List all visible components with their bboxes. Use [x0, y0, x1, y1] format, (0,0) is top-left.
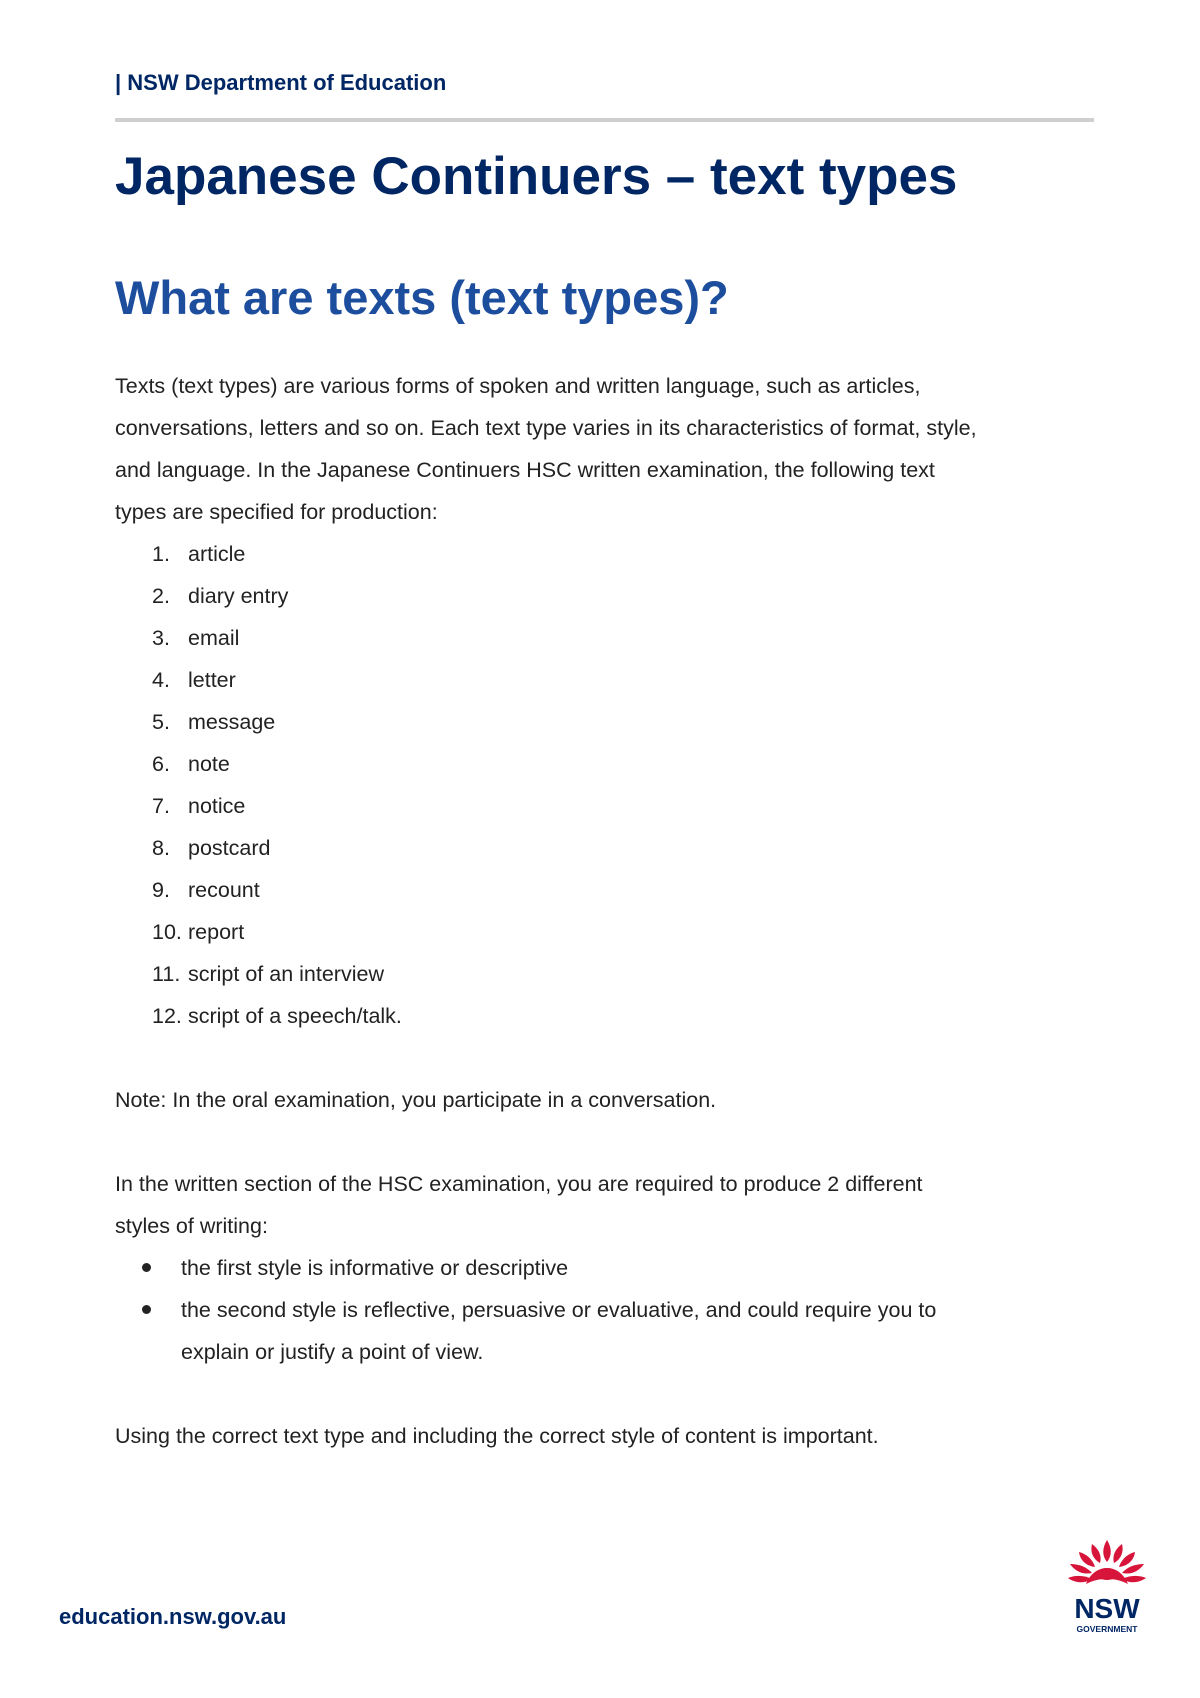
writing-styles-list — [115, 1247, 1105, 1373]
paragraph-line: In the written section of the HSC examination, you are required to produce 2 different — [115, 1172, 923, 1196]
list-item-label: diary entry — [188, 584, 289, 608]
paragraph-spacer — [115, 1037, 1105, 1079]
nsw-government-logo — [1062, 1538, 1152, 1638]
bullet-line: explain or justify a point of view. — [181, 1340, 484, 1364]
bullet-line: the second style is reflective, persuasive or evaluative, and could require you to — [181, 1298, 937, 1322]
list-item-label: notice — [188, 794, 246, 818]
list-number: 6. — [152, 752, 170, 776]
text-types-list — [115, 533, 1105, 1037]
bullet-item — [115, 1247, 1105, 1289]
list-item-label: report — [188, 920, 245, 944]
list-item — [115, 575, 1105, 617]
written-section-paragraph — [115, 1163, 1105, 1247]
list-item — [115, 701, 1105, 743]
bullet-icon — [142, 1263, 151, 1272]
intro-line: types are specified for production: — [115, 500, 438, 524]
logo-text: NSW — [1074, 1593, 1140, 1624]
paragraph-spacer — [115, 1373, 1105, 1415]
department-header: | NSW Department of Education — [115, 70, 447, 95]
bullet-item — [115, 1289, 1105, 1373]
list-item-label: postcard — [188, 836, 271, 860]
list-item-label: letter — [188, 668, 236, 692]
list-number: 3. — [152, 626, 170, 650]
list-item-label: recount — [188, 878, 260, 902]
list-item — [115, 533, 1105, 575]
intro-line: and language. In the Japanese Continuers HSC written examination, the following text — [115, 458, 935, 482]
footer-url: education.nsw.gov.au — [59, 1604, 287, 1629]
list-number: 11. — [152, 962, 181, 986]
logo-subtext: GOVERNMENT — [1076, 1624, 1138, 1634]
waratah-icon — [1068, 1540, 1146, 1584]
list-number: 9. — [152, 878, 170, 902]
list-item — [115, 953, 1105, 995]
list-number: 1. — [152, 542, 170, 566]
closing-paragraph: Using the correct text type and including the correct style of content is important. — [115, 1424, 879, 1448]
list-item — [115, 617, 1105, 659]
list-item-label: message — [188, 710, 276, 734]
list-item — [115, 869, 1105, 911]
list-item-label: email — [188, 626, 240, 650]
list-number: 8. — [152, 836, 170, 860]
list-item-label: script of a speech/talk. — [188, 1004, 402, 1028]
list-number: 10. — [152, 920, 182, 944]
list-item-label: note — [188, 752, 230, 776]
intro-line: conversations, letters and so on. Each text type varies in its characteristics of format, style, — [115, 416, 977, 440]
list-number: 7. — [152, 794, 170, 818]
list-item — [115, 743, 1105, 785]
bullet-line: the first style is informative or descriptive — [181, 1256, 569, 1280]
intro-paragraph — [115, 365, 1105, 533]
list-item — [115, 911, 1105, 953]
main-content — [115, 365, 1105, 1457]
list-item — [115, 785, 1105, 827]
list-item — [115, 995, 1105, 1037]
list-item — [115, 827, 1105, 869]
paragraph-spacer — [115, 1121, 1105, 1163]
list-item-label: script of an interview — [188, 962, 384, 986]
oral-exam-note: Note: In the oral examination, you participate in a conversation. — [115, 1088, 717, 1112]
section-heading: What are texts (text types)? — [115, 271, 729, 324]
list-number: 4. — [152, 668, 170, 692]
list-item — [115, 659, 1105, 701]
paragraph-line: styles of writing: — [115, 1214, 268, 1238]
list-number: 5. — [152, 710, 170, 734]
header-divider — [115, 118, 1094, 122]
bullet-icon — [142, 1305, 151, 1314]
list-item-label: article — [188, 542, 246, 566]
document-title: Japanese Continuers – text types — [115, 147, 958, 206]
list-number: 12. — [152, 1004, 182, 1028]
list-number: 2. — [152, 584, 170, 608]
intro-line: Texts (text types) are various forms of spoken and written language, such as articles, — [115, 374, 921, 398]
